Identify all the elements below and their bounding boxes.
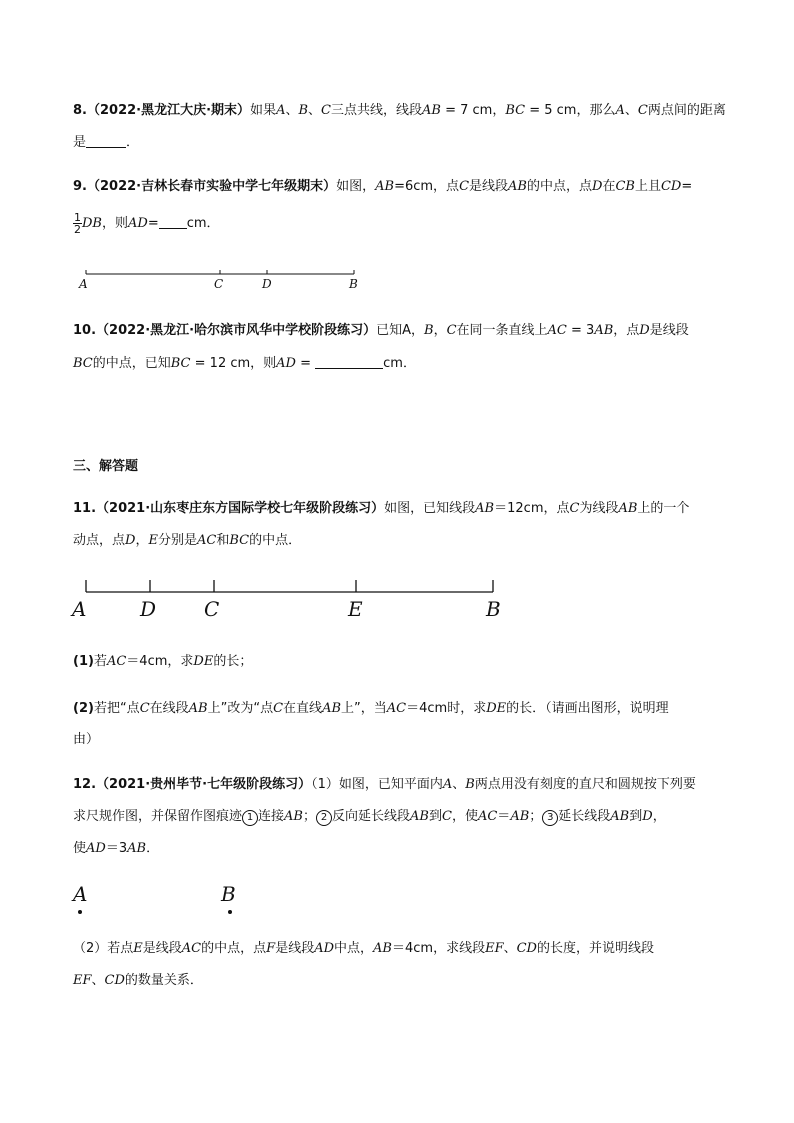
q8-line1: 8.（2022·黑龙江大庆·期末）如果A、B、C三点共线，线段AB = 7 cm，BC = 5 cm，那么A、C两点间的距离: [73, 103, 726, 118]
q10-number: 10.: [73, 323, 97, 338]
q9-label-d: D: [262, 277, 272, 291]
q9-number: 9.: [73, 179, 87, 194]
q12-part2-line1: （2）若点E是线段AC的中点，点F是线段AD中点，AB＝4cm，求线段EF、CD的长度，并说明线段: [73, 941, 654, 956]
q12-label-b: B: [221, 882, 236, 906]
step2-badge: 2: [316, 810, 332, 826]
q9-line2: $\frac{1}{2}$ DB，则AD= cm．: [74, 211, 220, 236]
q12-source: （2021·贵州毕节·七年级阶段练习）: [96, 777, 312, 792]
q9-line1: 9.（2022·吉林长春市实验中学七年级期末）如图，AB=6cm，点C是线段AB的中点，点D在CB上且CD=: [73, 179, 693, 194]
q10-source: （2022·黑龙江·哈尔滨市风华中学校阶段练习）: [96, 323, 377, 338]
q10-answer-blank[interactable]: [315, 355, 383, 369]
q12-label-a: A: [73, 882, 88, 906]
q12-number: 12.: [73, 777, 97, 792]
q12-point-b: [228, 910, 232, 914]
step1-badge: 1: [242, 810, 258, 826]
q12-line1: 12.（2021·贵州毕节·七年级阶段练习）（1）如图，已知平面内A、B两点用没有刻度的直尺和圆规按下列要: [73, 777, 696, 792]
q8-number: 8.: [73, 103, 87, 118]
q11-part1: (1)若AC＝4cm，求DE的长；: [73, 654, 253, 669]
q12-part2-line2: EF、CD的数量关系．: [73, 973, 203, 988]
q10-line2: BC的中点，已知BC = 12 cm，则AD = cm．: [73, 356, 416, 371]
q11-label-b: B: [486, 597, 501, 621]
q11-label-d: D: [140, 597, 157, 621]
q11-line2: 动点，点D，E分别是AC和BC的中点．: [73, 533, 302, 548]
q11-source: （2021·山东枣庄东方国际学校七年级阶段练习）: [96, 501, 385, 516]
q11-label-a: A: [72, 597, 87, 621]
q9-label-a: A: [79, 277, 88, 291]
q9-label-c: C: [214, 277, 224, 291]
q12-point-a: [78, 910, 82, 914]
q11-label-c: C: [204, 597, 220, 621]
q12-line2: 求尺规作图，并保留作图痕迹 1 连接AB； 2 反向延长线段AB到C，使AC＝AB； 3 延长线段AB到D，: [73, 809, 666, 824]
q12-line3: 使AD＝3AB．: [73, 841, 160, 856]
step3-badge: 3: [542, 810, 558, 826]
q11-part2-line2: 由）: [73, 732, 100, 747]
q9-fraction: $\frac{1}{2}$: [74, 211, 81, 236]
q9-label-b: B: [349, 277, 358, 291]
q8-source: （2022·黑龙江大庆·期末）: [86, 103, 251, 118]
q8-line2: 是 ．: [73, 135, 140, 150]
q9-source: （2022·吉林长春市实验中学七年级期末）: [86, 179, 337, 194]
q11-number: 11.: [73, 501, 97, 516]
q11-line1: 11.（2021·山东枣庄东方国际学校七年级阶段练习）如图，已知线段AB＝12cm，点C为线段AB上的一个: [73, 501, 690, 516]
q10-line1: 10.（2022·黑龙江·哈尔滨市风华中学校阶段练习）已知A，B，C在同一条直线上AC = 3AB，点D是线段: [73, 323, 689, 338]
q11-part2-line1: (2)若把“点C在线段AB上”改为“点C在直线AB上”，当AC＝4cm时，求DE的长．（请画出图形，说明理: [73, 701, 669, 716]
q11-label-e: E: [348, 597, 363, 621]
section-heading: 三、解答题: [73, 459, 139, 474]
